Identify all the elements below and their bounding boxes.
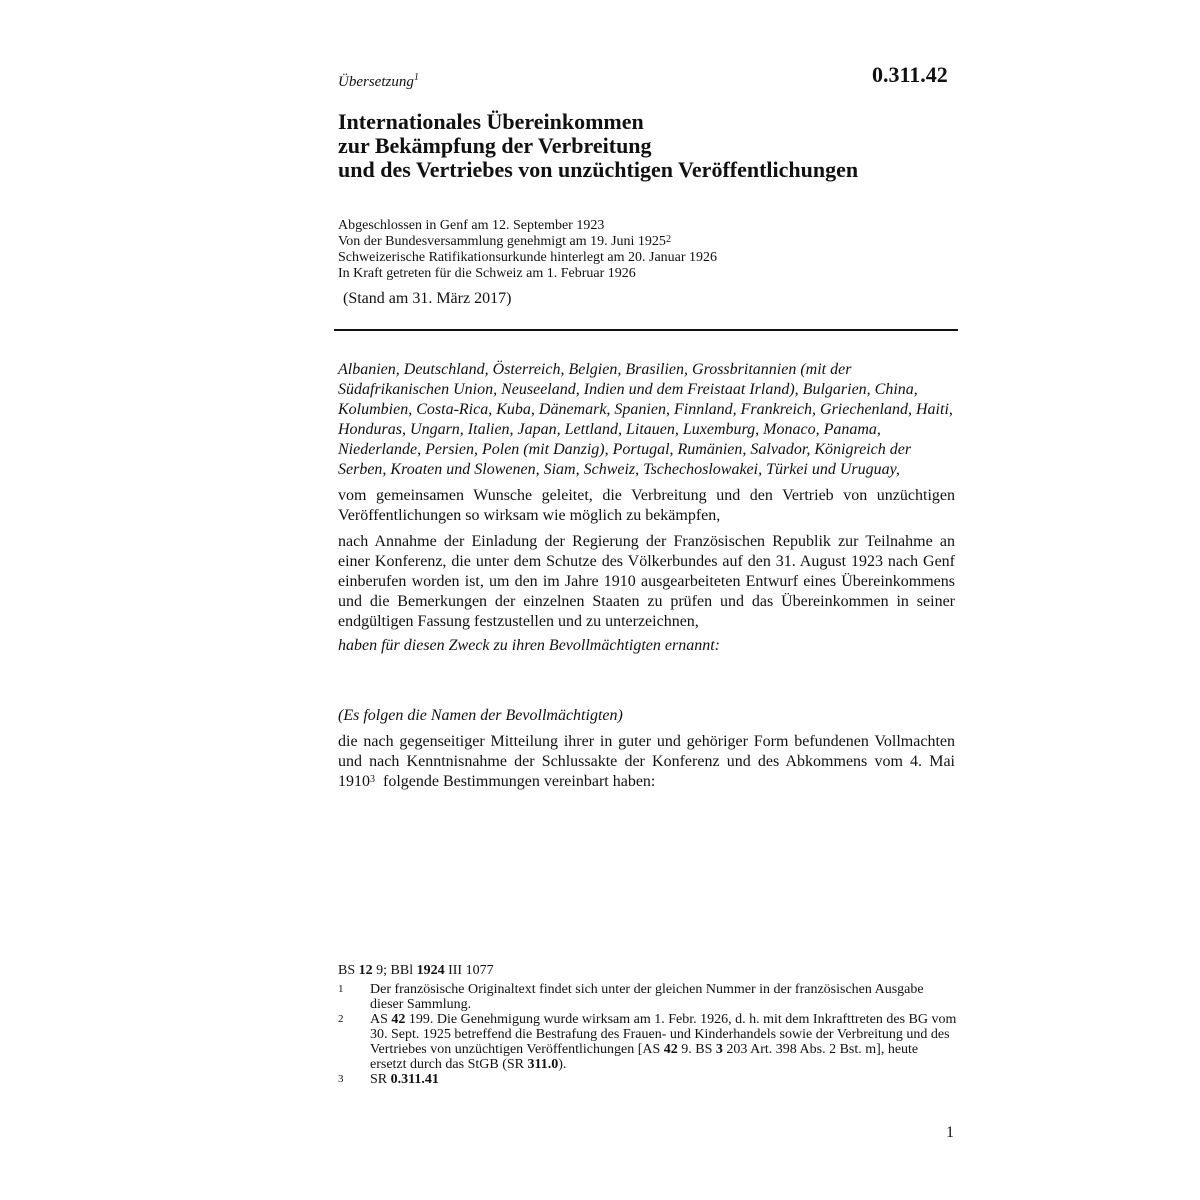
footnote-3 — [338, 1072, 958, 1087]
page-number: 1 — [946, 1124, 954, 1141]
approved-date — [338, 234, 717, 250]
fn2-sr-number: 311.0 — [527, 1057, 559, 1072]
header-divider — [334, 329, 958, 331]
deposited-date: Schweizerische Ratifikationsurkunde hinterlegt am 20. Januar 1926 — [338, 250, 718, 265]
footnote-ref-3[interactable]: 3 — [370, 774, 375, 785]
contracting-parties: Albanien, Deutschland, Österreich, Belgien, Brasilien, Grossbritannien (mit der Südafrikanischen Union, Neuseeland, Indien und dem Freistaat Irland), Bulgarien, China, Kolumbien, Costa-Rica, Kuba, Dänemark, Spanien, Finnland, Frankreich, Griechenland, Haiti, Honduras, Ungarn, Italien, Japan, Lettland, Litauen, Luxemburg, Monaco, Panama, Niederlande, Persien, Polen (mit Danzig), Portugal, Rumänien, Salvador, Königreich der Serben, Kroaten und Slowenen, Siam, Schweiz, Tschechoslowakei, Türkei und Uruguay, — [338, 361, 953, 478]
fn2-part-a: AS — [370, 1012, 392, 1027]
footnote-3-text — [370, 1072, 958, 1087]
footnote-3-number: 3 — [338, 1073, 344, 1085]
status-date: (Stand am 31. März 2017) — [343, 290, 512, 307]
source-bs: BS — [338, 963, 359, 978]
source-bbl-year: 1924 — [416, 963, 445, 978]
fn2-part-i: ). — [558, 1057, 567, 1072]
preamble — [338, 360, 955, 792]
footnote-1-text: Der französische Originaltext findet sich unter der gleichen Nummer in der französischen Ausgabe dieser Sammlung. — [370, 982, 924, 1012]
concluded-date: Abgeschlossen in Genf am 12. September 1923 — [338, 218, 605, 233]
footnote-ref-1[interactable]: 1 — [413, 72, 419, 83]
title-line-1: Internationales Übereinkommen — [338, 109, 644, 134]
preamble-paragraph-1: vom gemeinsamen Wunsche geleitet, die Verbreitung und den Vertrieb von unzüchtigen Veröffentlichungen so wirksam wie möglich zu bekämpfen, — [338, 487, 955, 524]
footnote-2 — [338, 1012, 958, 1072]
footnote-2-text — [370, 1012, 958, 1072]
footnote-2-number: 2 — [338, 1013, 344, 1025]
source-reference — [338, 963, 958, 978]
source-bbl-rest: III 1077 — [444, 963, 494, 978]
fn2-part-c: 199. Die Genehmigung wurde wirksam am 1. Febr. 1926, d. h. mit dem Inkrafttreten des BG vom 30. Sept. 1925 betreffend die Bestrafung des Frauen- und Kinderhandels sowie der Verbreitung und des Vertriebes von unzüchtigen Veröffentlichungen [AS — [370, 1012, 957, 1057]
source-bs-page: 9; BBl — [372, 963, 417, 978]
footnotes — [338, 963, 958, 1087]
footnote-1-number: 1 — [338, 983, 344, 995]
in-force-date: In Kraft getreten für die Schweiz am 1. Februar 1926 — [338, 266, 636, 281]
fn2-part-e: 9. BS — [677, 1042, 716, 1057]
fn2-as-volume: 42 — [391, 1012, 406, 1027]
translation-label-text: Übersetzung — [338, 74, 414, 90]
translation-label — [338, 74, 419, 91]
preamble-paragraph-4-end: folgende Bestimmungen vereinbart haben: — [375, 773, 656, 790]
sr-number: 0.311.42 — [872, 62, 948, 87]
title-line-3: und des Vertriebes von unzüchtigen Veröffentlichungen — [338, 157, 859, 182]
footnote-ref-2[interactable]: 2 — [665, 234, 671, 245]
approved-date-text: Von der Bundesversammlung genehmigt am 19. Juni 1925 — [338, 234, 666, 249]
fn2-part-g: 203 Art. 398 Abs. 2 Bst. m], heute ersetzt durch das StGB (SR — [370, 1042, 919, 1072]
preamble-paragraph-4-text: die nach gegenseitiger Mitteilung ihrer in guter und gehöriger Form befundenen Vollmachten und nach Kenntnisnahme der Schlussakte der Konferenz und des Abkommens vom 4. Mai 1910 — [338, 733, 955, 790]
fn3-part-a: SR — [370, 1072, 391, 1087]
plenipotentiaries-note: (Es folgen die Namen der Bevollmächtigten) — [338, 707, 623, 724]
page-title — [338, 110, 978, 182]
fn2-bs-volume: 3 — [715, 1042, 723, 1057]
fn3-sr-number: 0.311.41 — [390, 1072, 439, 1087]
treaty-metadata — [338, 218, 717, 282]
source-bs-volume: 12 — [358, 963, 373, 978]
footnote-1 — [338, 982, 958, 1012]
preamble-paragraph-2: nach Annahme der Einladung der Regierung der Französischen Republik zur Teilnahme an einer Konferenz, die unter dem Schutze des Völkerbundes auf den 31. August 1923 nach Genf einberufen worden ist, um den im Jahre 1910 ausgearbeiteten Entwurf eines Übereinkommens und die Bemerkungen der einzelnen Staaten zu prüfen und das Übereinkommen in seiner endgültigen Fassung festzustellen und zu unterzeichnen, — [338, 533, 955, 630]
preamble-paragraph-3: haben für diesen Zweck zu ihren Bevollmächtigten ernannt: — [338, 637, 720, 654]
preamble-paragraph-4 — [338, 732, 955, 792]
title-line-2: zur Bekämpfung der Verbreitung — [338, 133, 652, 158]
fn2-as-volume-2: 42 — [663, 1042, 678, 1057]
